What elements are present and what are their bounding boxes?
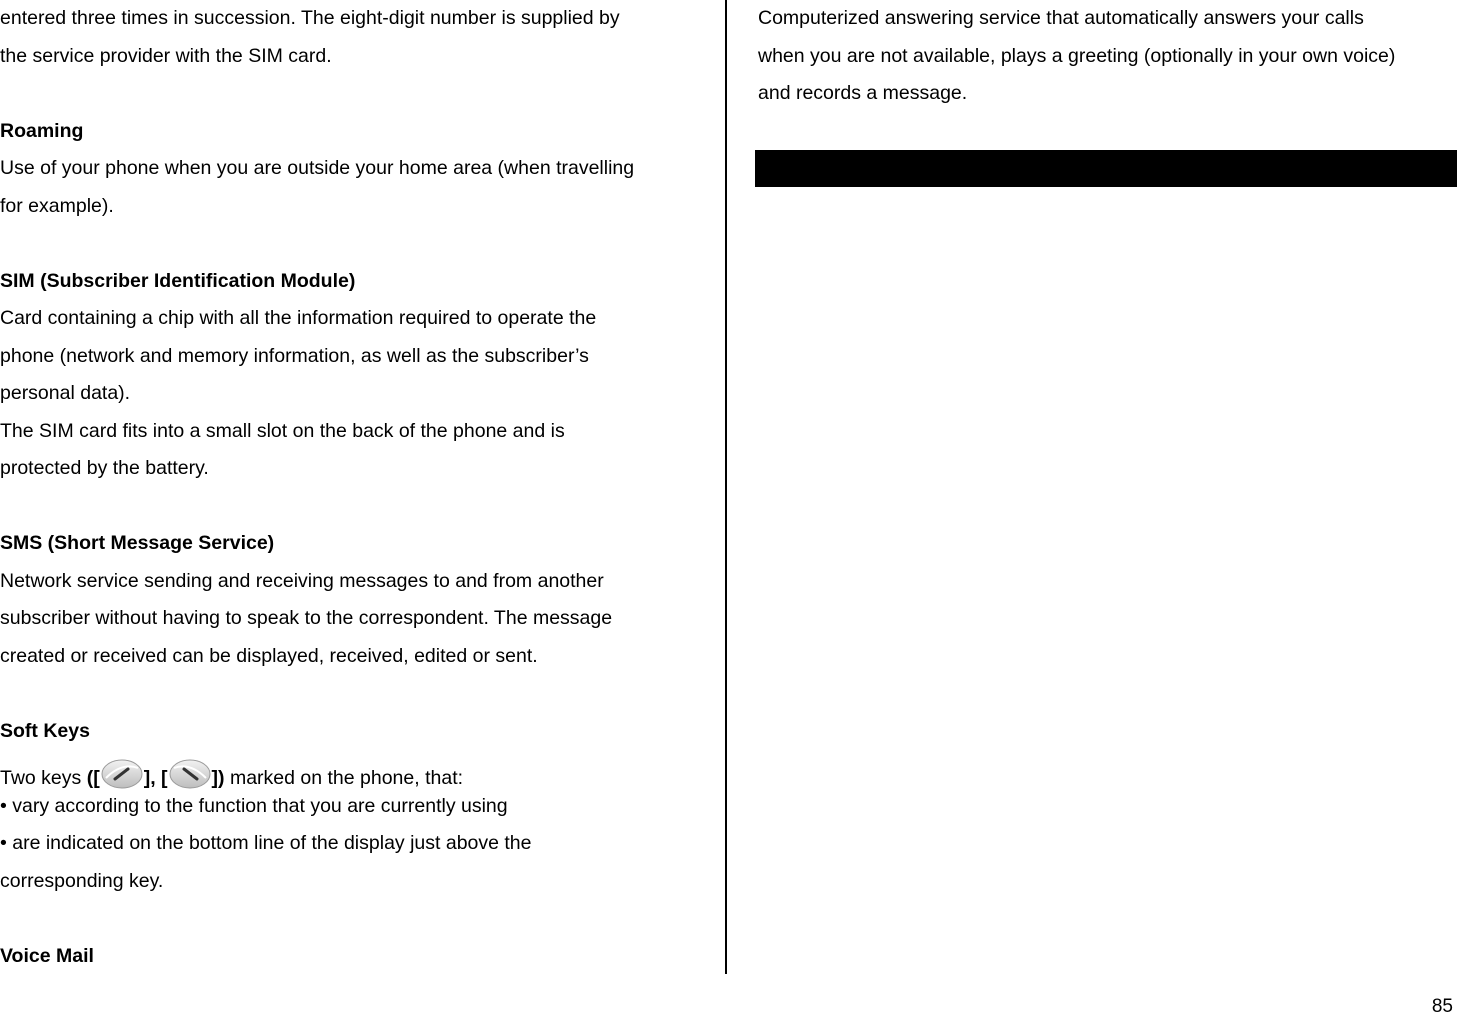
sms-line-1: Network service sending and receiving messages to and from another xyxy=(0,570,604,592)
sim-line-5: protected by the battery. xyxy=(0,457,209,479)
soft-keys-intro-prefix: Two keys xyxy=(0,767,87,789)
soft-keys-bracket-open: ([ xyxy=(86,767,100,789)
soft-keys-bullet-1: • vary according to the function that you are currently using xyxy=(0,795,508,817)
sms-line-3: created or received can be displayed, received, edited or sent. xyxy=(0,645,538,667)
voice-mail-heading: Voice Mail xyxy=(0,945,94,967)
sim-heading: SIM (Subscriber Identification Module) xyxy=(0,270,356,292)
soft-keys-bracket-mid: ], [ xyxy=(143,767,168,789)
soft-keys-intro xyxy=(0,758,463,794)
intro-line-2: the service provider with the SIM card. xyxy=(0,45,332,67)
voice-mail-line-1: Computerized answering service that automatically answers your calls xyxy=(758,7,1364,29)
column-divider xyxy=(725,0,727,974)
sim-line-3: personal data). xyxy=(0,382,131,404)
sms-heading: SMS (Short Message Service) xyxy=(0,532,275,554)
roaming-line-1: Use of your phone when you are outside your home area (when travelling xyxy=(0,157,635,179)
voice-mail-line-3: and records a message. xyxy=(758,82,968,104)
soft-keys-bullet-2-line-1: • are indicated on the bottom line of the display just above the xyxy=(0,832,532,854)
sms-line-2: subscriber without having to speak to the correspondent. The message xyxy=(0,607,613,629)
black-bar xyxy=(755,150,1457,187)
page-number: 85 xyxy=(1431,996,1453,1017)
intro-line-1: entered three times in succession. The eight-digit number is supplied by xyxy=(0,7,620,29)
roaming-heading: Roaming xyxy=(0,120,84,142)
left-soft-key-icon xyxy=(100,758,144,790)
roaming-line-2: for example). xyxy=(0,195,114,217)
sim-line-4: The SIM card fits into a small slot on the back of the phone and is xyxy=(0,420,565,442)
sim-line-2: phone (network and memory information, as well as the subscriber’s xyxy=(0,345,589,367)
sim-line-1: Card containing a chip with all the information required to operate the xyxy=(0,307,597,329)
right-soft-key-icon xyxy=(168,758,212,790)
soft-keys-bullet-2-line-2: corresponding key. xyxy=(0,870,164,892)
soft-keys-heading: Soft Keys xyxy=(0,720,90,742)
voice-mail-line-2: when you are not available, plays a greeting (optionally in your own voice) xyxy=(758,45,1396,67)
soft-keys-intro-suffix: marked on the phone, that: xyxy=(224,767,464,789)
soft-keys-bracket-close: ]) xyxy=(211,767,225,789)
